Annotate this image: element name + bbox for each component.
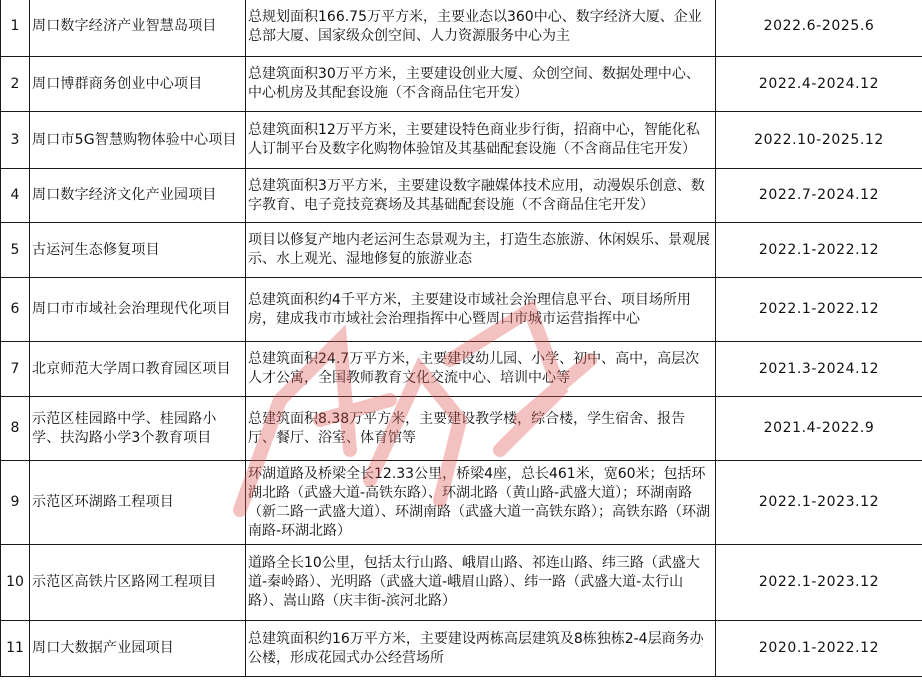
project-name: 周口数字经济产业智慧岛项目 (30, 0, 246, 57)
row-number: 9 (1, 461, 30, 545)
table-row (1, 0, 922, 57)
project-period: 2022.1-2023.12 (716, 545, 922, 621)
table-row (1, 57, 922, 112)
row-number: 8 (1, 397, 30, 461)
project-name: 古运河生态修复项目 (30, 223, 246, 278)
project-name: 示范区高铁片区路网工程项目 (30, 545, 246, 621)
table-row (1, 621, 922, 677)
project-description: 项目以修复产地内老运河生态景观为主，打造生态旅游、休闲娱乐、景观展示、水上观光、湿地修复的旅游业态 (246, 223, 716, 278)
row-number: 6 (1, 278, 30, 342)
project-period: 2022.4-2024.12 (716, 57, 922, 112)
row-number: 11 (1, 621, 30, 677)
project-description: 总建筑面积8.38万平方米，主要建设教学楼，综合楼，学生宿舍、报告厅、餐厅、浴室、体育馆等 (246, 397, 716, 461)
project-period: 2021.4-2022.9 (716, 397, 922, 461)
table-row (1, 169, 922, 223)
project-description: 总建筑面积12万平方米，主要建设特色商业步行街，招商中心，智能化私人订制平台及数字化购物体验馆及其基础配套设施（不含商品住宅开发） (246, 112, 716, 169)
row-number: 5 (1, 223, 30, 278)
project-period: 2021.3-2024.12 (716, 342, 922, 397)
table-row (1, 545, 922, 621)
project-period: 2020.1-2022.12 (716, 621, 922, 677)
table-row (1, 223, 922, 278)
table-row (1, 397, 922, 461)
table-row (1, 112, 922, 169)
project-name: 周口博群商务创业中心项目 (30, 57, 246, 112)
project-name: 北京师范大学周口教育园区项目 (30, 342, 246, 397)
project-description: 总建筑面积30万平方米，主要建设创业大厦、众创空间、数据处理中心、中心机房及其配套设施（不含商品住宅开发） (246, 57, 716, 112)
project-description: 总建筑面积约4千平方米，主要建设市域社会治理信息平台、项目场所用房，建成我市市域社会治理指挥中心暨周口市城市运营指挥中心 (246, 278, 716, 342)
project-period: 2022.1-2023.12 (716, 461, 922, 545)
project-period: 2022.1-2022.12 (716, 223, 922, 278)
project-period: 2022.7-2024.12 (716, 169, 922, 223)
project-description: 环湖道路及桥梁全长12.33公里，桥梁4座，总长461米，宽60米；包括环湖北路（武盛大道-高铁东路）、环湖北路（黄山路-武盛大道）；环湖南路（新二路一武盛大道）、环湖南路（武盛大道一高铁东路）；高铁东路（环湖南路-环湖北路） (246, 461, 716, 545)
project-description: 总建筑面积约16万平方米，主要建设两栋高层建筑及8栋独栋2-4层商务办公楼，形成花园式办公经营场所 (246, 621, 716, 677)
row-number: 7 (1, 342, 30, 397)
table-row (1, 278, 922, 342)
project-name: 周口大数据产业园项目 (30, 621, 246, 677)
table-row (1, 461, 922, 545)
row-number: 2 (1, 57, 30, 112)
project-name: 周口数字经济文化产业园项目 (30, 169, 246, 223)
project-description: 总建筑面积3万平方米，主要建设数字融媒体技术应用，动漫娱乐创意、数字教育、电子竞技竞赛场及其基础配套设施（不含商品住宅开发） (246, 169, 716, 223)
table-row (1, 342, 922, 397)
project-description: 总规划面积166.75万平方米，主要业态以360中心、数字经济大厦、企业总部大厦、国家级众创空间、人力资源服务中心为主 (246, 0, 716, 57)
row-number: 3 (1, 112, 30, 169)
row-number: 10 (1, 545, 30, 621)
project-period: 2022.6-2025.6 (716, 0, 922, 57)
project-name: 周口市市域社会治理现代化项目 (30, 278, 246, 342)
row-number: 4 (1, 169, 30, 223)
project-name: 周口市5G智慧购物体验中心项目 (30, 112, 246, 169)
project-description: 道路全长10公里，包括太行山路、峨眉山路、祁连山路、纬三路（武盛大道-秦岭路）、光明路（武盛大道-峨眉山路）、纬一路（武盛大道-太行山路）、嵩山路（庆丰街-滨河北路） (246, 545, 716, 621)
project-period: 2022.10-2025.12 (716, 112, 922, 169)
project-name: 示范区环湖路工程项目 (30, 461, 246, 545)
project-description: 总建筑面积24.7万平方米，主要建设幼儿园、小学、初中、高中，高层次人才公寓，全国教师教育文化交流中心、培训中心等 (246, 342, 716, 397)
project-name: 示范区桂园路中学、桂园路小学、扶沟路小学3个教育项目 (30, 397, 246, 461)
project-period: 2022.1-2022.12 (716, 278, 922, 342)
row-number: 1 (1, 0, 30, 57)
